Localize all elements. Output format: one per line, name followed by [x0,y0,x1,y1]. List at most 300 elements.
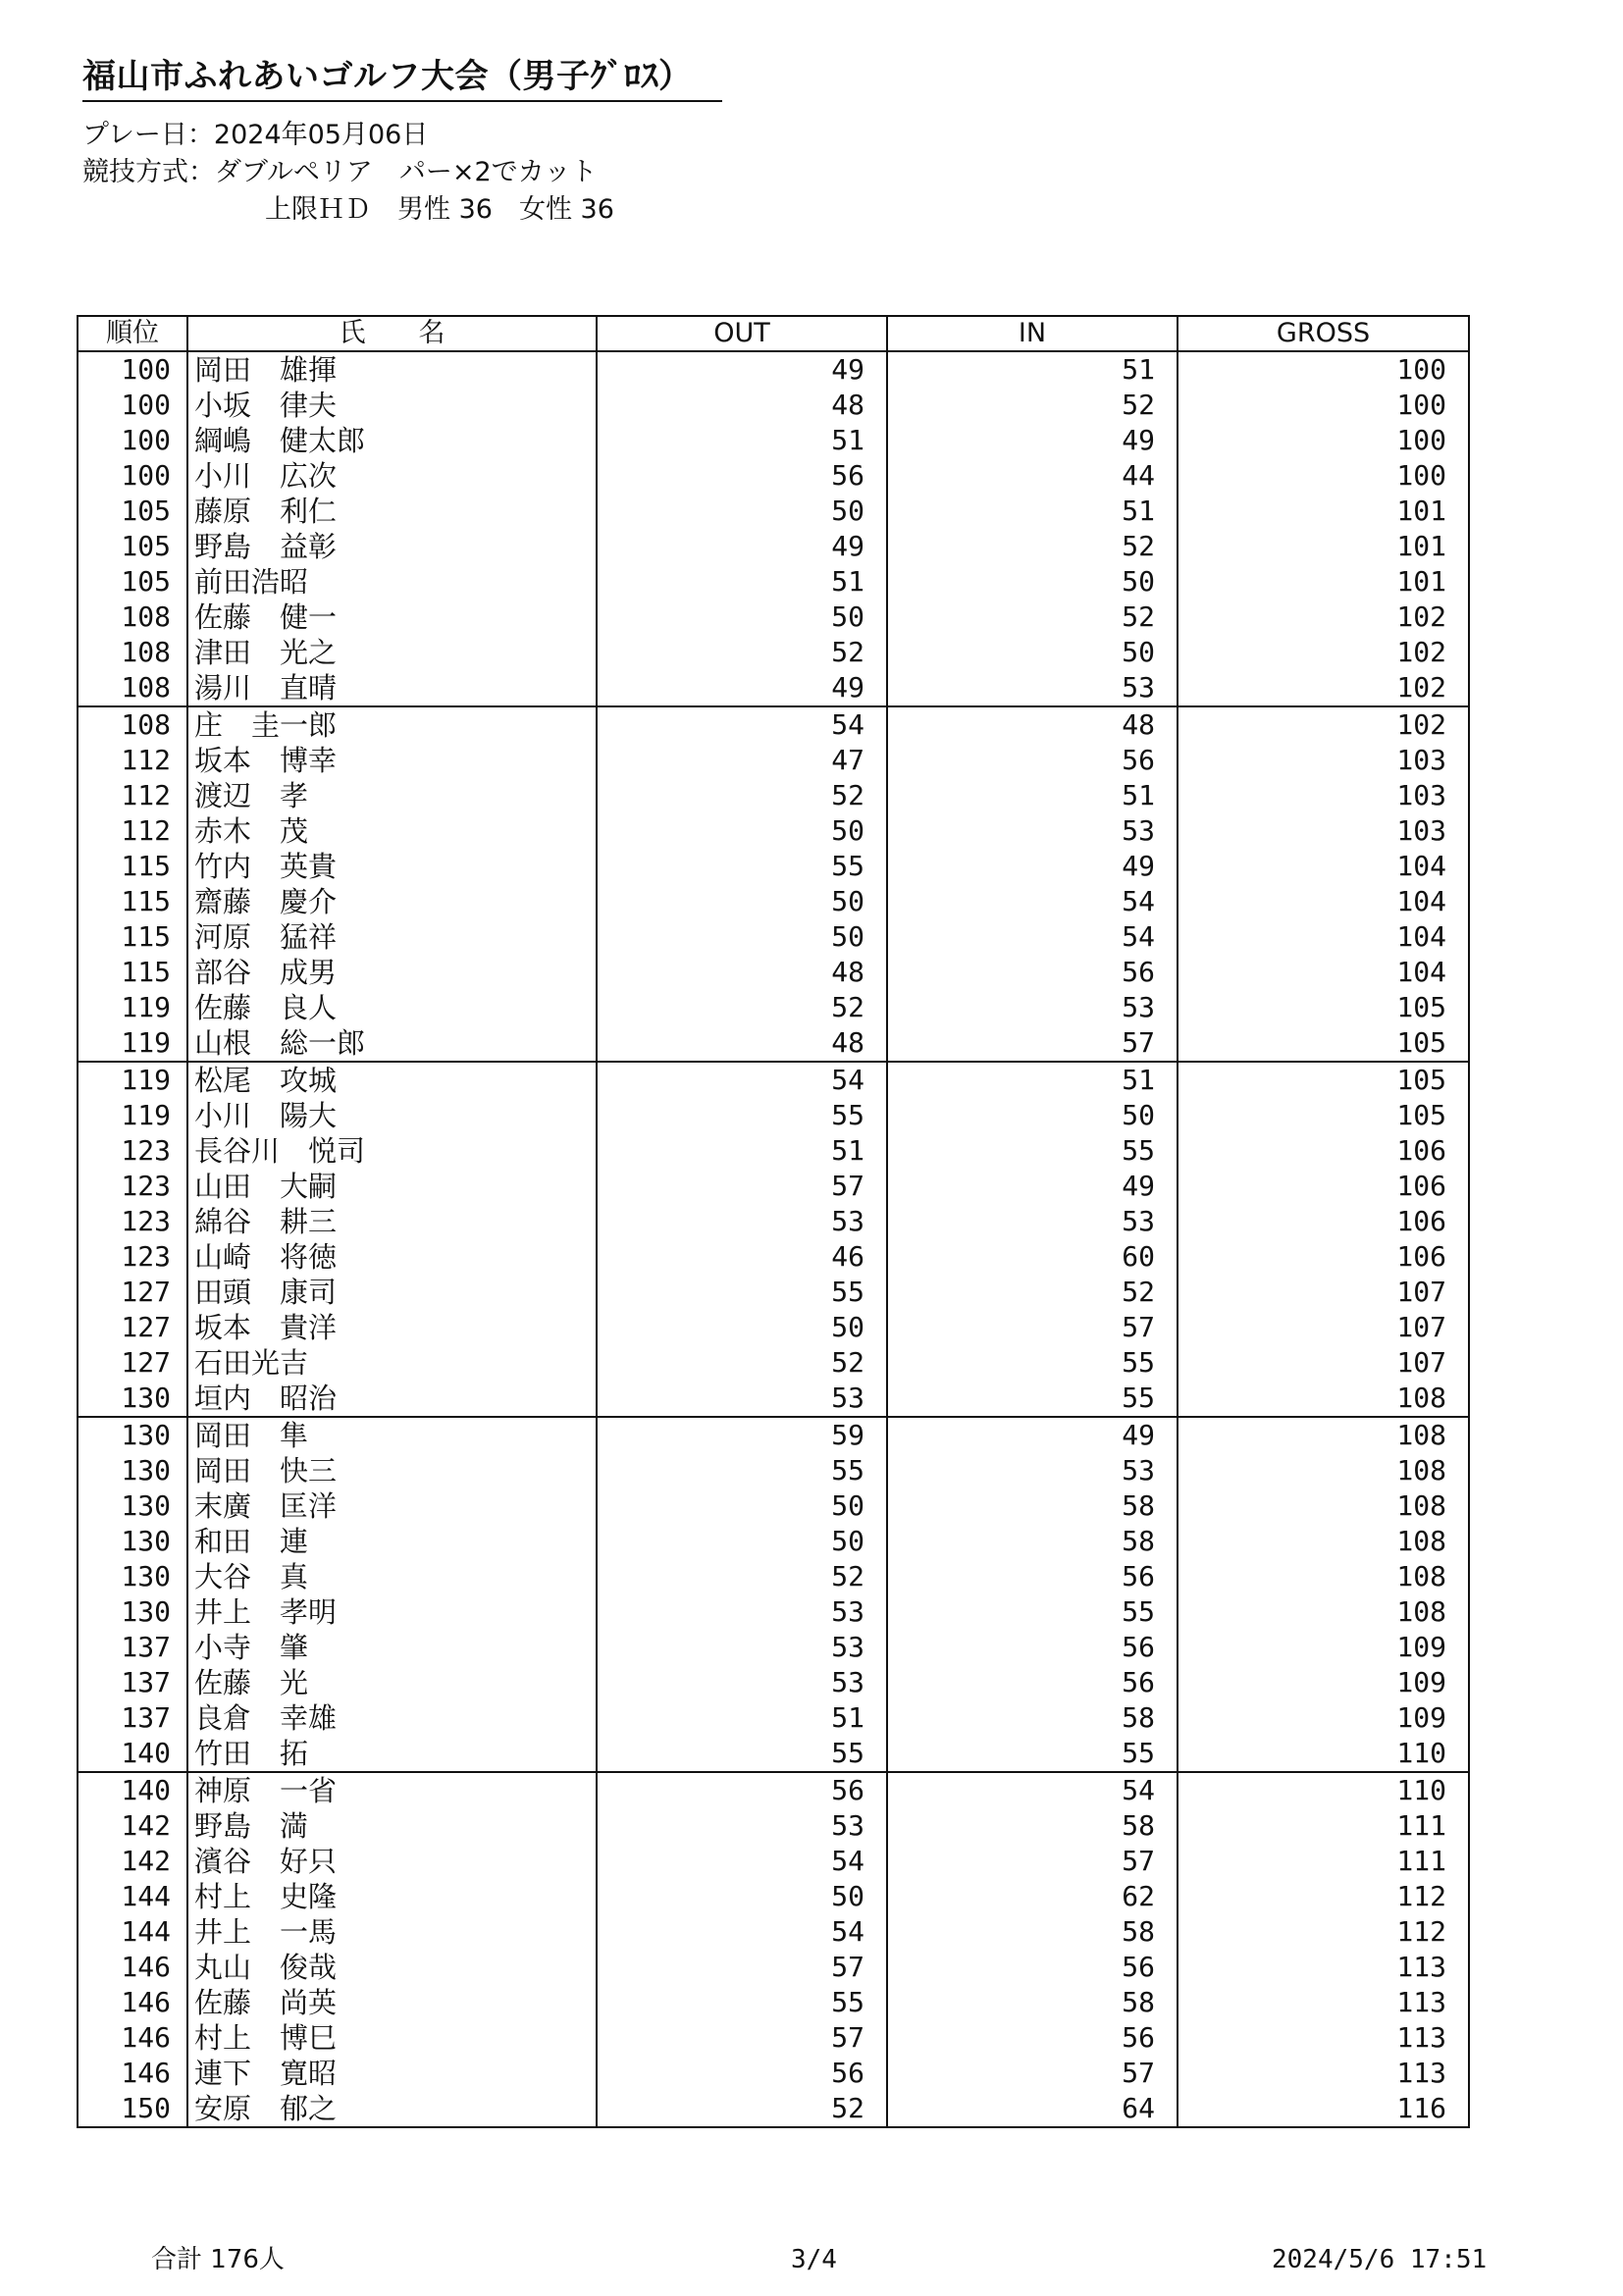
out-cell: 54 [597,1844,887,1879]
name-cell: 前田浩昭 [187,564,597,600]
out-cell: 50 [597,600,887,635]
out-cell: 53 [597,1808,887,1844]
gross-cell: 104 [1178,884,1469,919]
rank-cell: 127 [78,1275,187,1310]
in-cell: 56 [887,1630,1178,1665]
out-cell: 59 [597,1417,887,1453]
in-cell: 54 [887,919,1178,955]
name-cell: 村上 史隆 [187,1879,597,1914]
gross-cell: 108 [1178,1488,1469,1524]
in-cell: 53 [887,990,1178,1025]
in-cell: 50 [887,635,1178,670]
gross-cell: 108 [1178,1453,1469,1488]
gross-cell: 108 [1178,1381,1469,1417]
gross-cell: 107 [1178,1310,1469,1345]
in-cell: 55 [887,1133,1178,1169]
name-cell: 小寺 肇 [187,1630,597,1665]
name-cell: 河原 猛祥 [187,919,597,955]
rank-cell: 130 [78,1417,187,1453]
in-cell: 52 [887,1275,1178,1310]
rank-cell: 108 [78,635,187,670]
rank-cell: 144 [78,1914,187,1950]
gross-cell: 104 [1178,955,1469,990]
gross-cell: 100 [1178,458,1469,494]
rank-cell: 112 [78,778,187,813]
out-cell: 50 [597,494,887,529]
gross-cell: 108 [1178,1417,1469,1453]
name-cell: 藤原 利仁 [187,494,597,529]
in-cell: 55 [887,1381,1178,1417]
out-cell: 55 [597,1736,887,1772]
out-cell: 48 [597,955,887,990]
rank-cell: 142 [78,1844,187,1879]
rank-cell: 127 [78,1345,187,1381]
rank-cell: 140 [78,1772,187,1808]
rank-cell: 150 [78,2091,187,2127]
out-cell: 53 [597,1381,887,1417]
out-cell: 47 [597,743,887,778]
rank-cell: 130 [78,1381,187,1417]
out-cell: 53 [597,1665,887,1700]
in-cell: 57 [887,1310,1178,1345]
in-cell: 51 [887,494,1178,529]
name-cell: 竹田 拓 [187,1736,597,1772]
table-header-row [78,316,1469,351]
rank-cell: 146 [78,1950,187,1985]
out-cell: 55 [597,1275,887,1310]
out-cell: 53 [597,1204,887,1239]
table-row [78,1700,1469,1736]
gross-cell: 105 [1178,1098,1469,1133]
gross-cell: 109 [1178,1630,1469,1665]
name-cell: 良倉 幸雄 [187,1700,597,1736]
in-cell: 49 [887,849,1178,884]
out-cell: 51 [597,1133,887,1169]
in-cell: 58 [887,1700,1178,1736]
gross-cell: 108 [1178,1594,1469,1630]
rank-cell: 108 [78,670,187,706]
in-cell: 57 [887,1844,1178,1879]
name-cell: 湯川 直晴 [187,670,597,706]
table-row [78,884,1469,919]
table-row [78,1488,1469,1524]
name-cell: 綿谷 耕三 [187,1204,597,1239]
out-cell: 57 [597,2020,887,2056]
table-row [78,1133,1469,1169]
table-row [78,1914,1469,1950]
in-cell: 54 [887,1772,1178,1808]
name-cell: 佐藤 良人 [187,990,597,1025]
in-cell: 48 [887,706,1178,743]
rank-cell: 119 [78,1025,187,1062]
in-cell: 56 [887,1665,1178,1700]
table-row [78,1772,1469,1808]
out-cell: 55 [597,1985,887,2020]
gross-cell: 107 [1178,1345,1469,1381]
table-row [78,1310,1469,1345]
print-timestamp: 2024/5/6 17:51 [1272,2245,1488,2274]
table-row [78,1879,1469,1914]
table-row [78,670,1469,706]
rank-cell: 130 [78,1453,187,1488]
in-cell: 57 [887,1025,1178,1062]
gross-cell: 108 [1178,1559,1469,1594]
out-cell: 51 [597,1700,887,1736]
gross-cell: 112 [1178,1879,1469,1914]
table-row [78,813,1469,849]
gross-cell: 101 [1178,529,1469,564]
table-row [78,1594,1469,1630]
in-cell: 55 [887,1594,1178,1630]
out-cell: 50 [597,1524,887,1559]
gross-cell: 105 [1178,1025,1469,1062]
document-title: 福山市ふれあいゴルフ大会（男子ｸﾞﾛｽ） [82,53,722,102]
rank-cell: 140 [78,1736,187,1772]
in-cell: 57 [887,2056,1178,2091]
table-row [78,458,1469,494]
name-cell: 岡田 隼 [187,1417,597,1453]
header-rank: 順位 [78,316,187,351]
rank-cell: 119 [78,1062,187,1098]
gross-cell: 113 [1178,2056,1469,2091]
in-cell: 50 [887,564,1178,600]
name-cell: 山田 大嗣 [187,1169,597,1204]
table-row [78,1630,1469,1665]
table-row [78,778,1469,813]
out-cell: 57 [597,1950,887,1985]
rank-cell: 130 [78,1594,187,1630]
out-cell: 50 [597,884,887,919]
name-cell: 岡田 雄揮 [187,351,597,388]
in-cell: 51 [887,1062,1178,1098]
gross-cell: 103 [1178,778,1469,813]
in-cell: 55 [887,1345,1178,1381]
table-row [78,1169,1469,1204]
in-cell: 58 [887,1524,1178,1559]
name-cell: 和田 連 [187,1524,597,1559]
in-cell: 52 [887,388,1178,423]
table-row [78,2020,1469,2056]
gross-cell: 103 [1178,743,1469,778]
rank-cell: 115 [78,955,187,990]
gross-cell: 102 [1178,635,1469,670]
name-cell: 庄 圭一郎 [187,706,597,743]
table-row [78,1808,1469,1844]
table-row [78,1204,1469,1239]
rank-cell: 146 [78,2056,187,2091]
out-cell: 54 [597,1914,887,1950]
rank-cell: 108 [78,600,187,635]
table-row [78,529,1469,564]
table-row [78,494,1469,529]
header-out: OUT [597,316,887,351]
gross-cell: 116 [1178,2091,1469,2127]
in-cell: 58 [887,1808,1178,1844]
gross-cell: 102 [1178,706,1469,743]
name-cell: 長谷川 悦司 [187,1133,597,1169]
out-cell: 52 [597,2091,887,2127]
name-cell: 村上 博巳 [187,2020,597,2056]
table-row [78,600,1469,635]
rank-cell: 108 [78,706,187,743]
table-row [78,635,1469,670]
in-cell: 56 [887,2020,1178,2056]
table-row [78,1985,1469,2020]
out-cell: 52 [597,635,887,670]
in-cell: 53 [887,813,1178,849]
gross-cell: 106 [1178,1204,1469,1239]
table-row [78,1524,1469,1559]
out-cell: 49 [597,670,887,706]
rank-cell: 142 [78,1808,187,1844]
rank-cell: 100 [78,458,187,494]
rank-cell: 112 [78,743,187,778]
table-row [78,1844,1469,1879]
gross-cell: 109 [1178,1665,1469,1700]
out-cell: 55 [597,1453,887,1488]
rank-cell: 123 [78,1133,187,1169]
rank-cell: 112 [78,813,187,849]
table-row [78,1025,1469,1062]
name-cell: 小川 陽大 [187,1098,597,1133]
table-row [78,919,1469,955]
in-cell: 49 [887,1417,1178,1453]
name-cell: 小川 広次 [187,458,597,494]
rank-cell: 115 [78,849,187,884]
in-cell: 49 [887,423,1178,458]
gross-cell: 112 [1178,1914,1469,1950]
gross-cell: 105 [1178,1062,1469,1098]
gross-cell: 106 [1178,1169,1469,1204]
name-cell: 綱嶋 健太郎 [187,423,597,458]
out-cell: 48 [597,388,887,423]
name-cell: 岡田 快三 [187,1453,597,1488]
out-cell: 54 [597,1062,887,1098]
name-cell: 井上 一馬 [187,1914,597,1950]
name-cell: 石田光吉 [187,1345,597,1381]
out-cell: 50 [597,1310,887,1345]
table-row [78,1239,1469,1275]
gross-cell: 107 [1178,1275,1469,1310]
table-row [78,1345,1469,1381]
name-cell: 佐藤 光 [187,1665,597,1700]
in-cell: 53 [887,1204,1178,1239]
rank-cell: 137 [78,1630,187,1665]
gross-cell: 101 [1178,564,1469,600]
gross-cell: 111 [1178,1844,1469,1879]
table-row [78,706,1469,743]
gross-cell: 100 [1178,351,1469,388]
rank-cell: 115 [78,919,187,955]
in-cell: 50 [887,1098,1178,1133]
gross-cell: 113 [1178,1950,1469,1985]
gross-cell: 103 [1178,813,1469,849]
rank-cell: 100 [78,388,187,423]
in-cell: 58 [887,1488,1178,1524]
name-cell: 山崎 将徳 [187,1239,597,1275]
in-cell: 44 [887,458,1178,494]
out-cell: 50 [597,1488,887,1524]
rank-cell: 144 [78,1879,187,1914]
name-cell: 松尾 攻城 [187,1062,597,1098]
table-row [78,2091,1469,2127]
name-cell: 齋藤 慶介 [187,884,597,919]
rank-cell: 130 [78,1559,187,1594]
out-cell: 49 [597,529,887,564]
in-cell: 53 [887,670,1178,706]
play-date: プレー日：2024年05月06日 [82,120,429,150]
in-cell: 58 [887,1985,1178,2020]
out-cell: 52 [597,1559,887,1594]
table-row [78,2056,1469,2091]
header-name: 氏 名 [187,316,597,351]
rank-cell: 146 [78,2020,187,2056]
in-cell: 64 [887,2091,1178,2127]
name-cell: 部谷 成男 [187,955,597,990]
in-cell: 60 [887,1239,1178,1275]
name-cell: 竹内 英貴 [187,849,597,884]
gross-cell: 109 [1178,1700,1469,1736]
rank-cell: 100 [78,351,187,388]
name-cell: 佐藤 健一 [187,600,597,635]
table-row [78,990,1469,1025]
table-row [78,1665,1469,1700]
rank-cell: 105 [78,494,187,529]
results-table [77,315,1470,2128]
gross-cell: 108 [1178,1524,1469,1559]
table-row [78,423,1469,458]
in-cell: 56 [887,1559,1178,1594]
name-cell: 坂本 貴洋 [187,1310,597,1345]
gross-cell: 110 [1178,1772,1469,1808]
in-cell: 51 [887,351,1178,388]
name-cell: 津田 光之 [187,635,597,670]
footer-total: 合計 176人 [151,2245,285,2274]
gross-cell: 100 [1178,388,1469,423]
rank-cell: 146 [78,1985,187,2020]
rank-cell: 127 [78,1310,187,1345]
name-cell: 山根 総一郎 [187,1025,597,1062]
rank-cell: 130 [78,1488,187,1524]
out-cell: 55 [597,849,887,884]
table-row [78,1417,1469,1453]
name-cell: 坂本 博幸 [187,743,597,778]
name-cell: 小坂 律夫 [187,388,597,423]
gross-cell: 106 [1178,1239,1469,1275]
gross-cell: 111 [1178,1808,1469,1844]
out-cell: 56 [597,458,887,494]
in-cell: 56 [887,1950,1178,1985]
name-cell: 野島 益彰 [187,529,597,564]
out-cell: 55 [597,1098,887,1133]
rank-cell: 119 [78,1098,187,1133]
gross-cell: 104 [1178,919,1469,955]
table-row [78,1950,1469,1985]
out-cell: 51 [597,423,887,458]
gross-cell: 101 [1178,494,1469,529]
name-cell: 連下 寛昭 [187,2056,597,2091]
out-cell: 57 [597,1169,887,1204]
name-cell: 垣内 昭治 [187,1381,597,1417]
name-cell: 神原 一省 [187,1772,597,1808]
table-row [78,955,1469,990]
rank-cell: 105 [78,529,187,564]
gross-cell: 102 [1178,670,1469,706]
header-gross: GROSS [1178,316,1469,351]
out-cell: 50 [597,1879,887,1914]
out-cell: 46 [597,1239,887,1275]
out-cell: 53 [597,1594,887,1630]
handicap-limit: 上限ＨＤ 男性 36 女性 36 [265,194,614,225]
rank-cell: 100 [78,423,187,458]
gross-cell: 104 [1178,849,1469,884]
table-row [78,1381,1469,1417]
out-cell: 53 [597,1630,887,1665]
name-cell: 野島 満 [187,1808,597,1844]
name-cell: 大谷 真 [187,1559,597,1594]
rank-cell: 137 [78,1700,187,1736]
name-cell: 渡辺 孝 [187,778,597,813]
gross-cell: 110 [1178,1736,1469,1772]
rank-cell: 119 [78,990,187,1025]
out-cell: 56 [597,1772,887,1808]
rank-cell: 123 [78,1239,187,1275]
name-cell: 濱谷 好只 [187,1844,597,1879]
out-cell: 56 [597,2056,887,2091]
in-cell: 52 [887,600,1178,635]
rank-cell: 130 [78,1524,187,1559]
in-cell: 56 [887,955,1178,990]
table-row [78,849,1469,884]
out-cell: 52 [597,778,887,813]
gross-cell: 102 [1178,600,1469,635]
table-row [78,1453,1469,1488]
in-cell: 56 [887,743,1178,778]
table-row [78,1062,1469,1098]
out-cell: 48 [597,1025,887,1062]
name-cell: 丸山 俊哉 [187,1950,597,1985]
rank-cell: 105 [78,564,187,600]
table-row [78,743,1469,778]
table-row [78,1275,1469,1310]
name-cell: 井上 孝明 [187,1594,597,1630]
name-cell: 田頭 康司 [187,1275,597,1310]
gross-cell: 105 [1178,990,1469,1025]
out-cell: 50 [597,919,887,955]
out-cell: 52 [597,990,887,1025]
name-cell: 末廣 匡洋 [187,1488,597,1524]
out-cell: 52 [597,1345,887,1381]
competition-format: 競技方式：ダブルペリア パー×2でカット [82,157,598,187]
in-cell: 52 [887,529,1178,564]
table-row [78,1559,1469,1594]
name-cell: 赤木 茂 [187,813,597,849]
page-number: 3/4 [791,2245,837,2274]
gross-cell: 113 [1178,1985,1469,2020]
rank-cell: 115 [78,884,187,919]
gross-cell: 113 [1178,2020,1469,2056]
rank-cell: 123 [78,1204,187,1239]
in-cell: 53 [887,1453,1178,1488]
table-row [78,1098,1469,1133]
out-cell: 49 [597,351,887,388]
gross-cell: 100 [1178,423,1469,458]
name-cell: 安原 郁之 [187,2091,597,2127]
rank-cell: 123 [78,1169,187,1204]
rank-cell: 137 [78,1665,187,1700]
in-cell: 54 [887,884,1178,919]
in-cell: 55 [887,1736,1178,1772]
